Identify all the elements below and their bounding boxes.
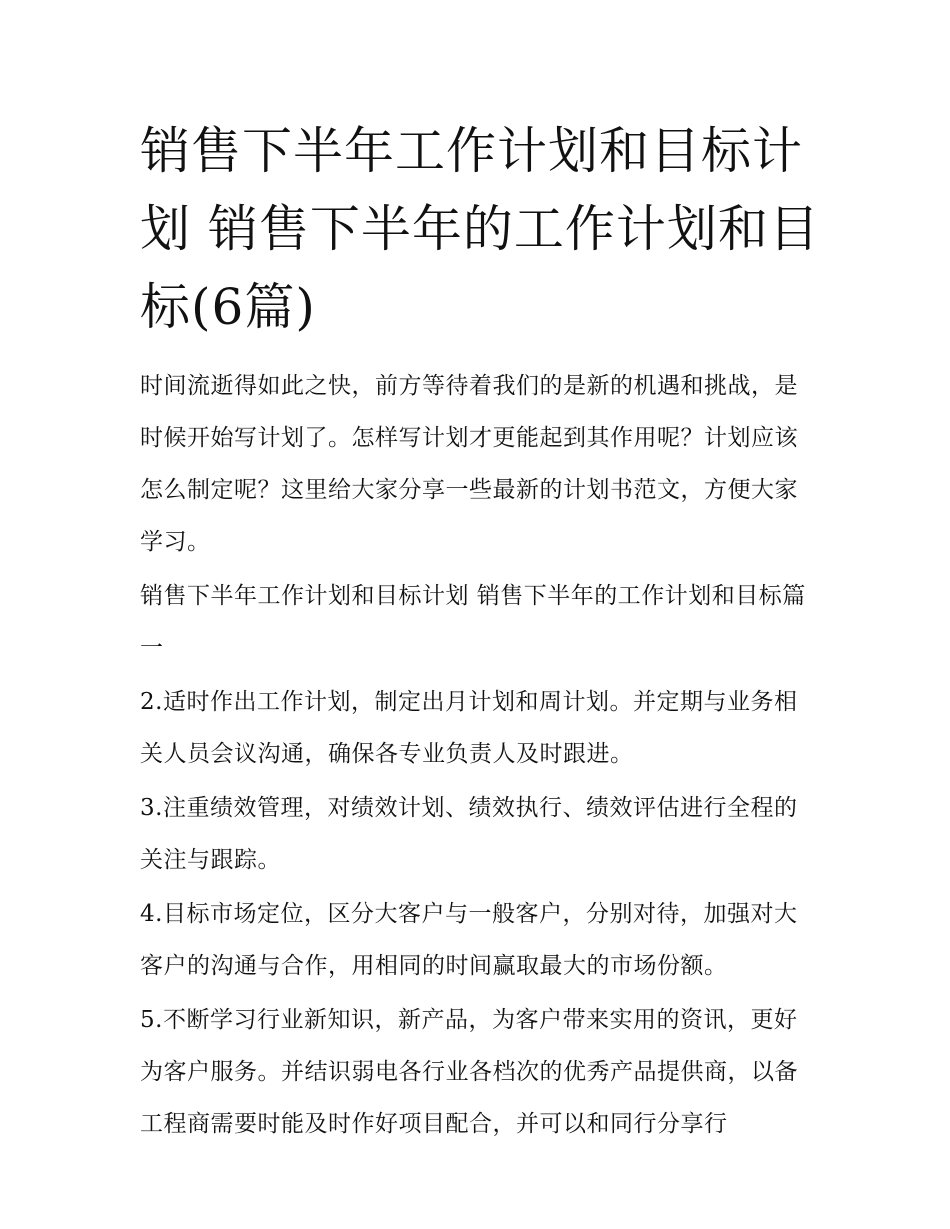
- list-item: 4.目标市场定位，区分大客户与一般客户，分别对待，加强对大客户的沟通与合作，用相同的时间赢取最大的市场份额。: [140, 901, 798, 979]
- section-heading: 销售下半年工作计划和目标计划 销售下半年的工作计划和目标篇一: [140, 583, 806, 661]
- document-page: [140, 112, 820, 1152]
- list-item: 3.注重绩效管理，对绩效计划、绩效执行、绩效评估进行全程的关注与跟踪。: [140, 795, 798, 873]
- document-title: 销售下半年工作计划和目标计划 销售下半年的工作计划和目标(6篇): [140, 122, 820, 336]
- list-item: 2.适时作出工作计划，制定出月计划和周计划。并定期与业务相关人员会议沟通，确保各专业负责人及时跟进。: [140, 689, 798, 767]
- list-item: 5.不断学习行业新知识，新产品，为客户带来实用的资讯，更好为客户服务。并结识弱电各行业各档次的优秀产品提供商，以备工程商需要时能及时作好项目配合，并可以和同行分享行: [140, 1007, 798, 1137]
- intro-paragraph: 时间流逝得如此之快，前方等待着我们的是新的机遇和挑战，是时候开始写计划了。怎样写计划才更能起到其作用呢？计划应该怎么制定呢？这里给大家分享一些最新的计划书范文，方便大家学习。: [140, 373, 798, 555]
